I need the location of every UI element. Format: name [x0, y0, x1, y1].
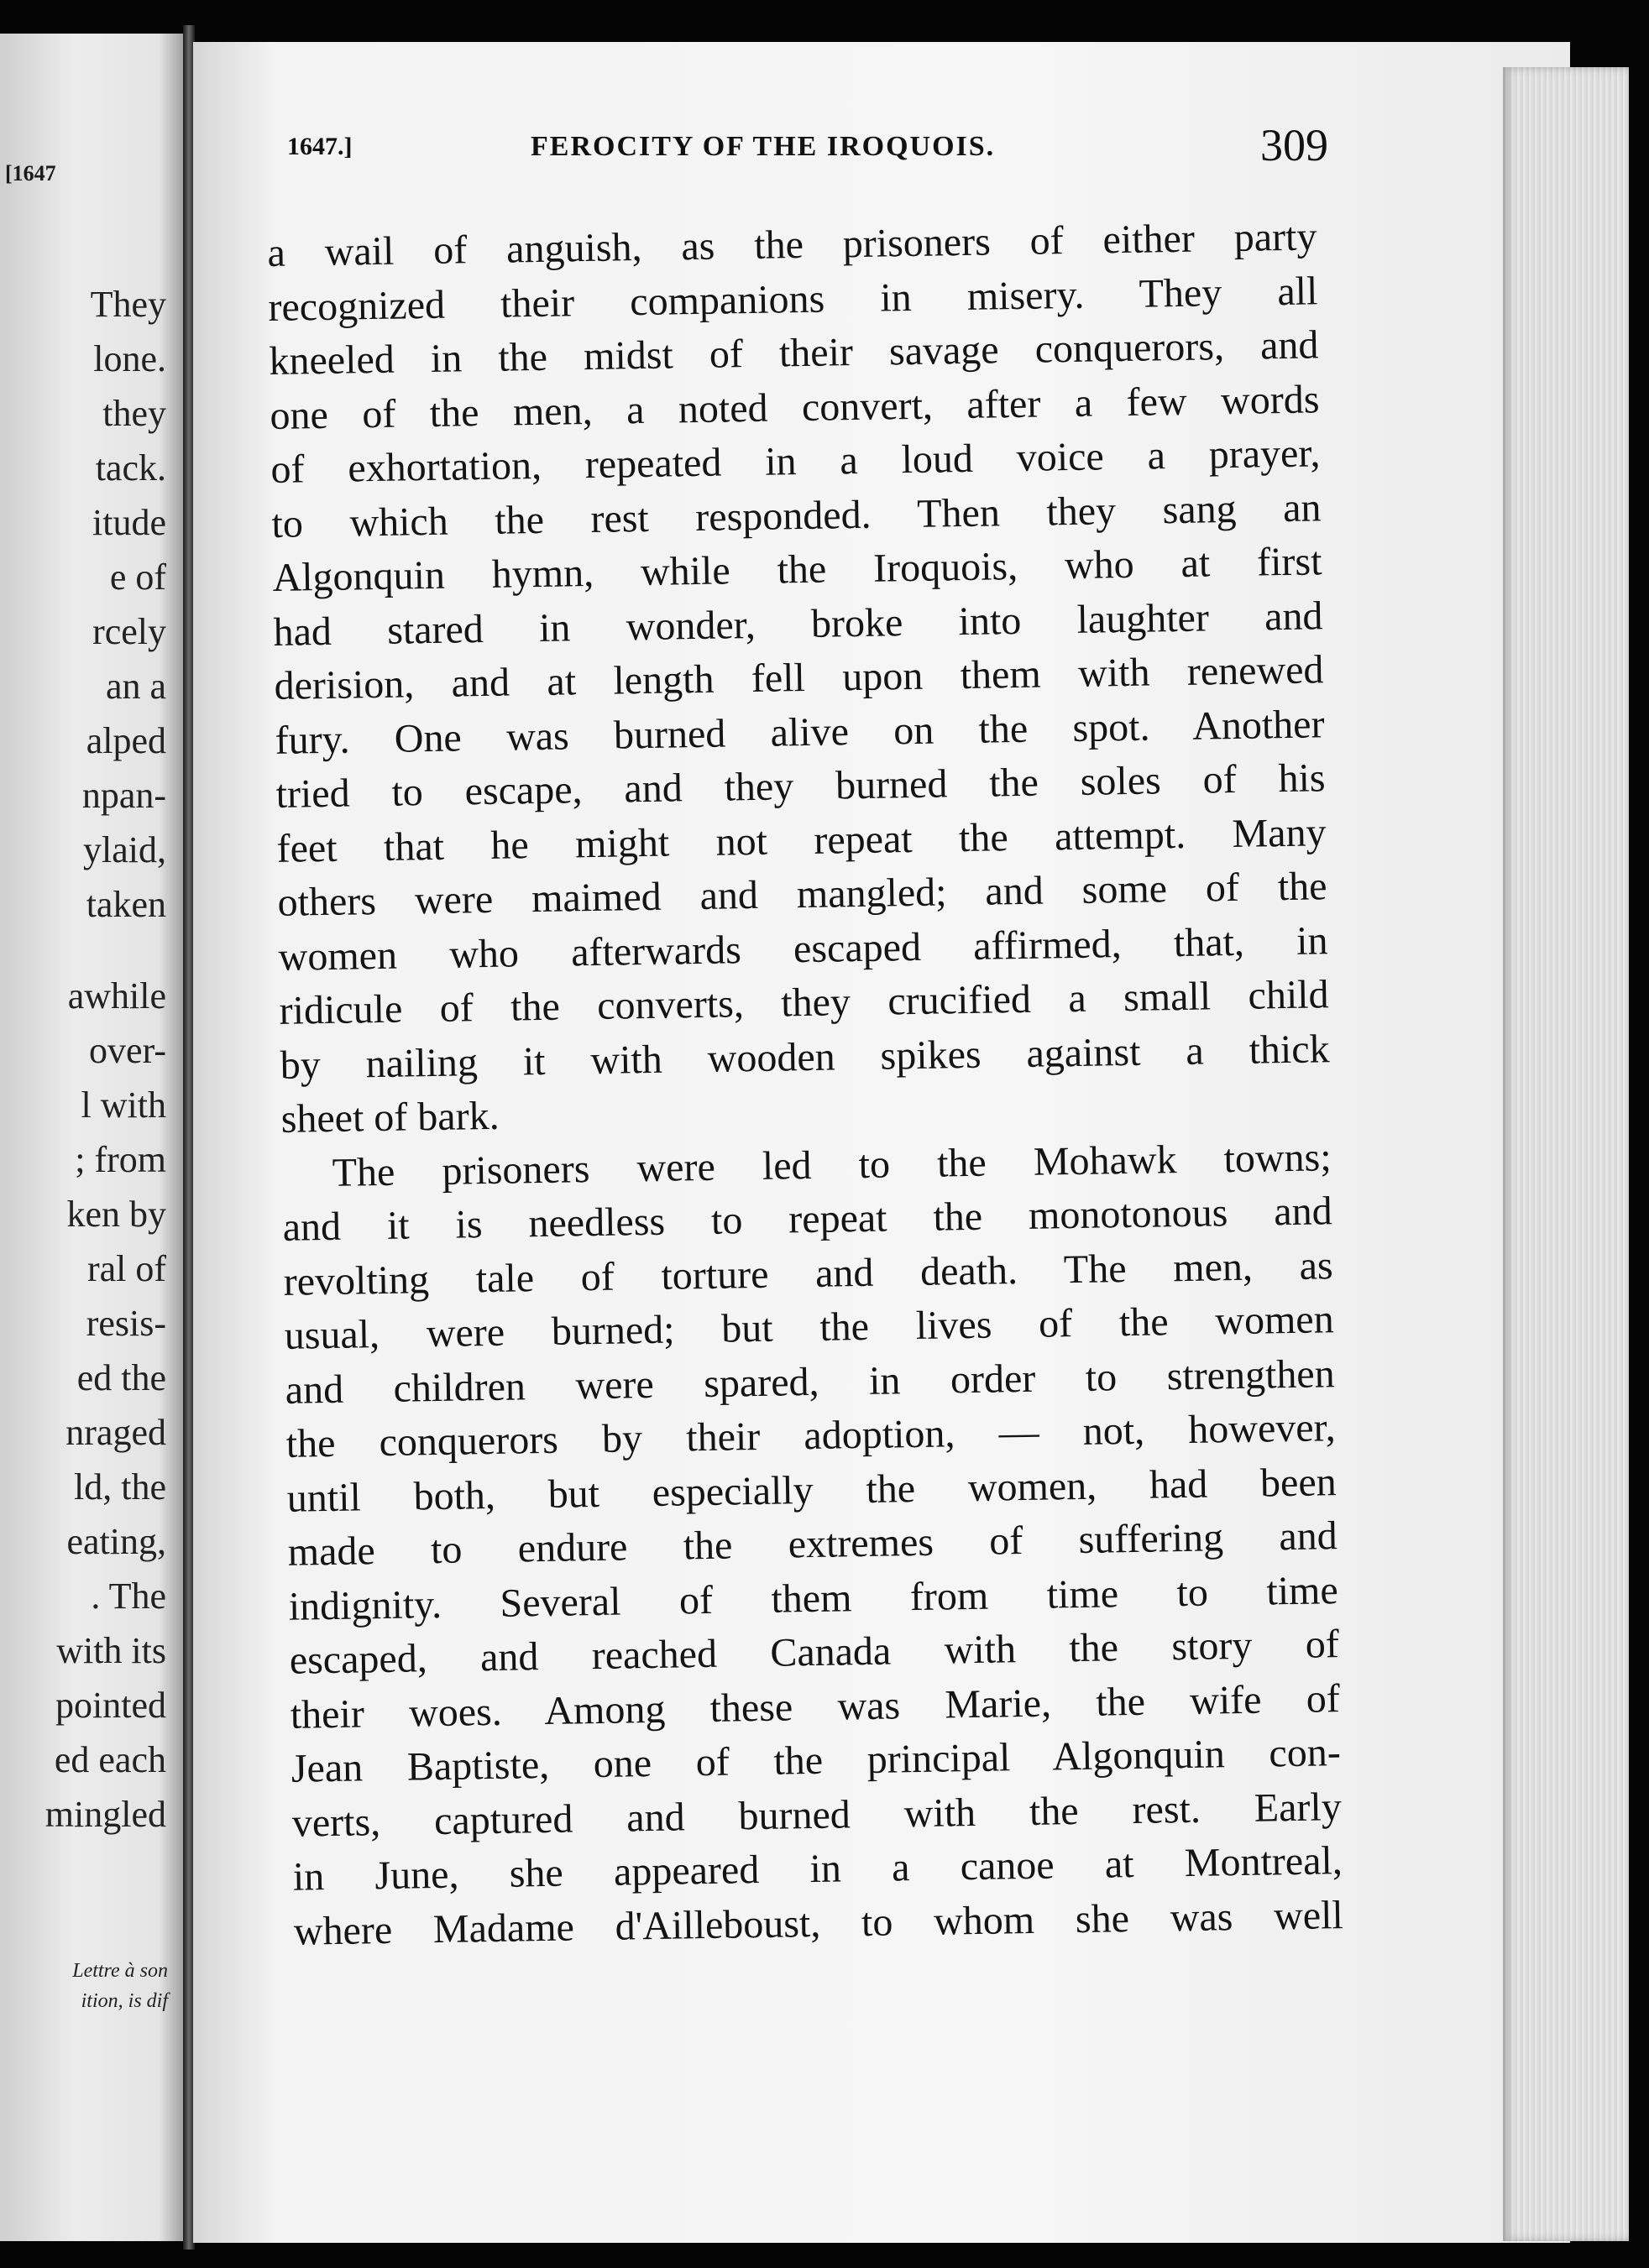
previous-page-line: with its: [56, 1630, 166, 1671]
previous-page-text: [0, 277, 166, 1842]
text-line: escaped, and reached Canada with the story of: [289, 1622, 1340, 1683]
text-line: their woes. Among these was Marie, the wife of: [290, 1675, 1341, 1738]
page-number: 309: [1260, 120, 1328, 170]
previous-page-line: over-: [89, 1030, 166, 1071]
previous-page-footnote: [0, 1956, 168, 2016]
text-line: recognized their companions in misery. They all: [268, 268, 1318, 330]
previous-page-line: nraged: [65, 1412, 166, 1453]
body-text: [267, 210, 1343, 1958]
previous-page-line: tack.: [95, 447, 166, 489]
previous-page-line: resis-: [86, 1303, 166, 1344]
previous-page-line: taken: [86, 884, 166, 925]
previous-page-line: eating,: [66, 1521, 166, 1562]
previous-page-line: pointed: [55, 1685, 166, 1726]
previous-page-line: they: [102, 393, 166, 434]
text-line: revolting tale of torture and death. The men, as: [283, 1242, 1334, 1304]
text-line: and it is needless to repeat the monotonous and: [282, 1189, 1332, 1250]
text-line: one of the men, a noted convert, after a few words: [270, 376, 1320, 438]
text-line: made to endure the extremes of suffering and: [287, 1513, 1338, 1575]
text-line: feet that he might not repeat the attempt. Many: [276, 809, 1327, 871]
header-title: FEROCITY OF THE IROQUOIS.: [531, 131, 996, 162]
text-line: the conquerors by their adoption, — not, however,: [285, 1405, 1337, 1466]
text-line: verts, captured and burned with the rest. Early: [291, 1784, 1343, 1846]
previous-page-line: lone.: [93, 338, 166, 379]
text-line: in June, she appeared in a canoe at Montreal,: [292, 1838, 1343, 1900]
footnote-line: Lettre à son: [72, 1960, 168, 1982]
previous-page-line: ken by: [66, 1194, 166, 1235]
text-line: usual, were burned; but the lives of the women: [284, 1297, 1335, 1358]
text-line: a wail of anguish, as the prisoners of either party: [267, 214, 1317, 275]
previous-page-line: . The: [91, 1576, 166, 1617]
previous-page: [0, 34, 186, 2241]
previous-page-line: ed the: [76, 1357, 166, 1398]
previous-page-line: ral of: [86, 1248, 166, 1289]
text-line: of exhortation, repeated in a loud voice a prayer,: [270, 431, 1321, 492]
previous-page-line: ld, the: [74, 1466, 166, 1508]
text-line: ridicule of the converts, they crucified a small child: [279, 972, 1329, 1033]
previous-page-line: They: [90, 284, 166, 325]
text-line: until both, but especially the women, had been: [286, 1459, 1338, 1521]
text-line: derision, and at length fell upon them with renewed: [274, 647, 1324, 708]
text-line: indignity. Several of them from time to time: [288, 1567, 1339, 1629]
text-line: Jean Baptiste, one of the principal Algonquin con-: [291, 1730, 1342, 1791]
text-line: women who afterwards escaped affirmed, that, in: [278, 917, 1328, 980]
running-header: [287, 120, 1328, 185]
text-line: fury. One was burned alive on the spot. Another: [275, 701, 1325, 763]
paragraph-2: [281, 1131, 1343, 1959]
text-line: others were maimed and mangled; and some of the: [277, 864, 1327, 925]
header-year: 1647.]: [287, 133, 353, 160]
text-line: by nailing it with wooden spikes against a thick: [280, 1026, 1330, 1088]
text-line: sheet of bark.: [280, 1093, 500, 1142]
text-line: had stared in wonder, broke into laughter and: [273, 593, 1323, 655]
previous-page-header: [1647: [5, 161, 56, 186]
text-line: tried to escape, and they burned the soles of his: [275, 755, 1326, 817]
previous-page-line: alped: [86, 720, 166, 761]
text-line: and children were spared, in order to strengthen: [285, 1351, 1336, 1413]
page-stack-edge: [1503, 67, 1629, 2241]
text-line: The prisoners were led to the Mohawk towns;: [332, 1134, 1332, 1195]
text-line: to which the rest responded. Then they sang an: [271, 484, 1322, 546]
previous-page-line: ed each: [54, 1739, 166, 1780]
previous-page-line: ylaid,: [83, 829, 166, 870]
previous-page-line: awhile: [67, 975, 166, 1016]
previous-page-line: npan-: [81, 775, 166, 816]
paragraph-1: [267, 210, 1331, 1147]
text-line: where Madame d'Ailleboust, to whom she was well: [293, 1892, 1344, 1954]
previous-page-line: l with: [81, 1084, 166, 1126]
text-line: Algonquin hymn, while the Iroquois, who at first: [272, 539, 1322, 600]
previous-page-line: e of: [109, 557, 166, 598]
text-line: kneeled in the midst of their savage conquerors, and: [269, 322, 1319, 384]
previous-page-line: rcely: [92, 611, 166, 652]
footnote-line: ition, is dif: [81, 1990, 168, 2012]
previous-page-line: itude: [92, 502, 166, 543]
previous-page-line: mingled: [44, 1794, 166, 1835]
previous-page-line: ; from: [75, 1139, 166, 1180]
previous-page-line: an a: [105, 666, 166, 707]
